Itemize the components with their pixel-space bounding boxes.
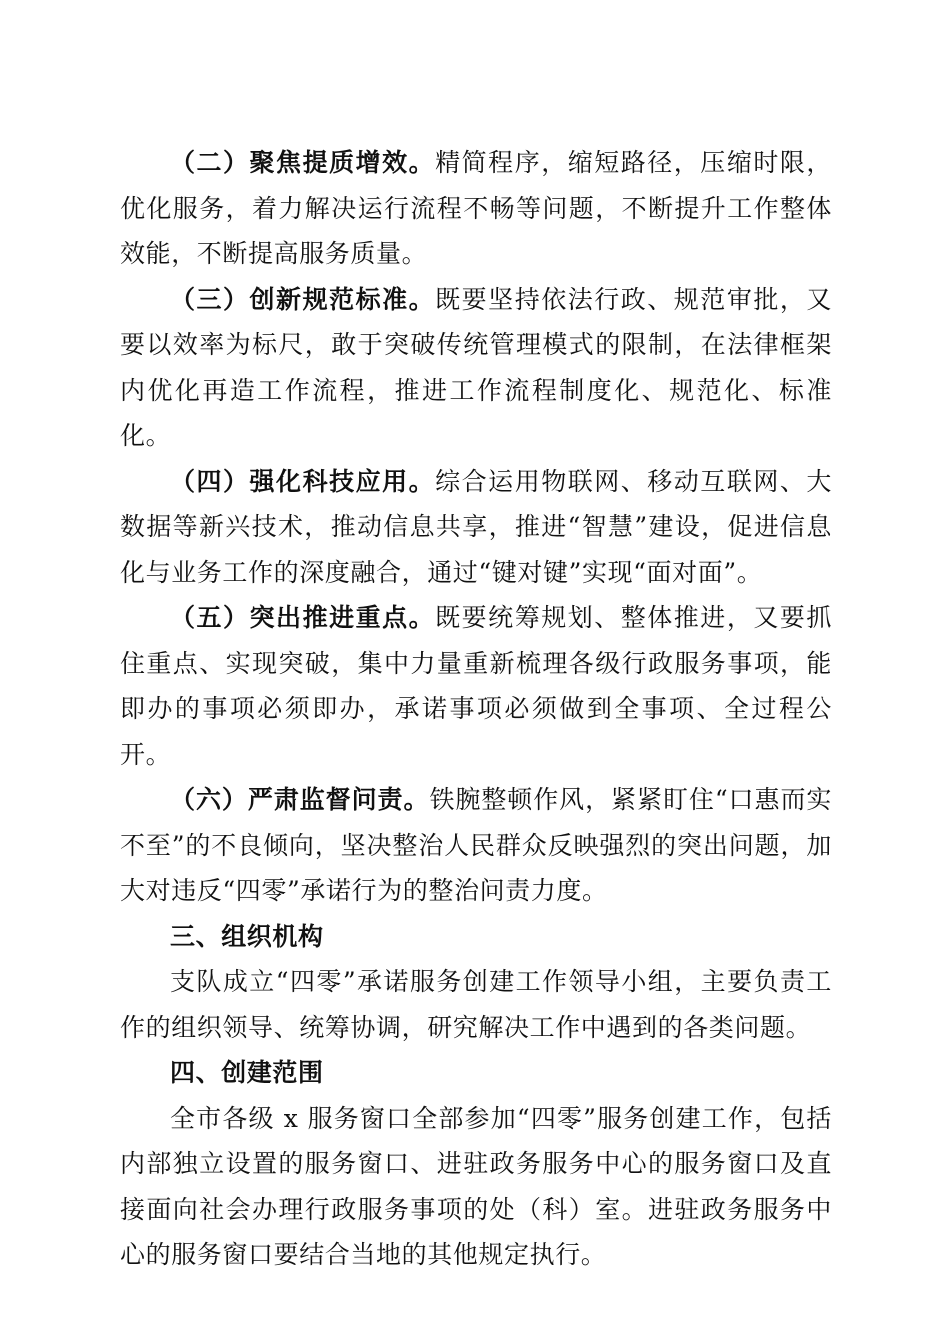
- paragraph-lead: （四）强化科技应用。: [170, 466, 436, 496]
- paragraph-text: 既要统筹规划、整体推进，又要抓住重点、实现突破，集中力量重新梳理各级行政服务事项，能即办的事项必须即办，承诺事项必须做到全事项、全过程公开。: [120, 603, 832, 769]
- paragraph-text: 铁腕整顿作风，紧紧盯住“口惠而实不至”的不良倾向，坚决整治人民群众反映强烈的突出问题，加大对违反“四零”承诺行为的整治问责力度。: [120, 785, 832, 905]
- paragraph-lead: （五）突出推进重点。: [170, 603, 436, 632]
- section-heading-scope: 四、创建范围: [170, 1058, 324, 1087]
- paragraph-focus-quality: [120, 140, 832, 277]
- paragraph-text: 综合运用物联网、移动互联网、大数据等新兴技术，推动信息共享，推进“智慧”建设，促进信息化与业务工作的深度融合，通过“键对键”实现“面对面”。: [120, 466, 832, 587]
- paragraph-supervision: [120, 777, 832, 914]
- paragraph-key-points: [120, 595, 832, 777]
- paragraph-lead: （六）严肃监督问责。: [170, 785, 430, 814]
- section-heading-organization: 三、组织机构: [170, 921, 324, 951]
- paragraph-lead: （三）创新规范标准。: [170, 284, 436, 314]
- document-page: [120, 140, 832, 1278]
- paragraph-scope: 全市各级 x 服务窗口全部参加“四零”服务创建工作，包括内部独立设置的服务窗口、进驻政务服务中心的服务窗口及直接面向社会办理行政服务事项的处（科）室。进驻政务服务中心的服务窗口要结合当地的其他规定执行。: [120, 1103, 832, 1269]
- paragraph-organization: 支队成立“四零”承诺服务创建工作领导小组，主要负责工作的组织领导、统筹协调，研究解决工作中遇到的各类问题。: [120, 967, 832, 1042]
- paragraph-technology: [120, 459, 832, 596]
- paragraph-text: 既要坚持依法行政、规范审批，又要以效率为标尺，敢于突破传统管理模式的限制，在法律框架内优化再造工作流程，推进工作流程制度化、规范化、标准化。: [120, 284, 832, 450]
- paragraph-text: 精简程序，缩短路径，压缩时限，优化服务，着力解决运行流程不畅等问题，不断提升工作整体效能，不断提高服务质量。: [120, 148, 832, 268]
- paragraph-lead: （二）聚焦提质增效。: [170, 148, 436, 177]
- paragraph-innovate-standards: [120, 277, 832, 459]
